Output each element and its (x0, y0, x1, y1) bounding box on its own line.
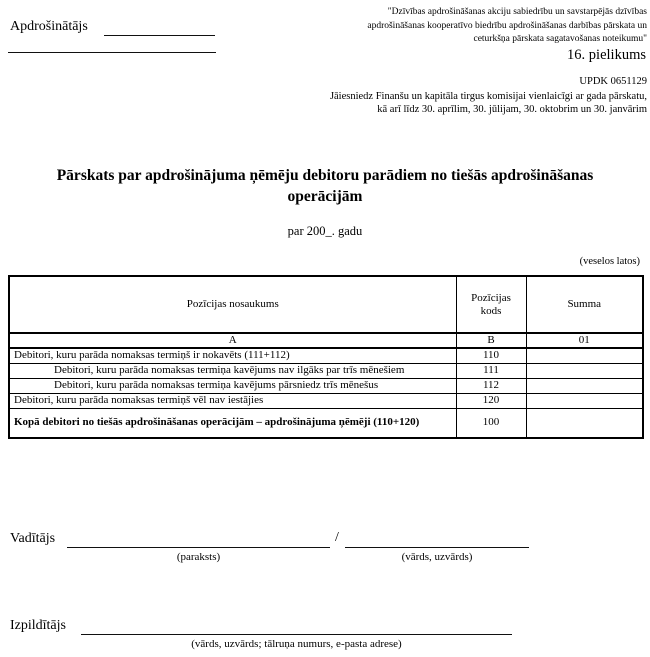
column-code-a: A (9, 333, 456, 348)
signature-caption: (paraksts) (176, 551, 221, 563)
row-name: Debitori, kuru parāda nomaksas termiņa kavējums pārsniedz trīs mēnešus (9, 378, 456, 393)
name-caption: (vārds, uzvārds) (401, 551, 473, 563)
row-code: 100 (456, 408, 526, 438)
regulation-title-line: "Dzīvības apdrošināšanas akciju sabiedrību un savstarpējās dzīvības (387, 7, 647, 17)
executor-caption: (vārds, uzvārds; tālruņa numurs, e-pasta adrese) (191, 638, 402, 650)
submission-note (330, 90, 647, 116)
table-row-total-100 (9, 408, 643, 438)
row-name: Debitori, kuru parāda nomaksas termiņš vēl nav iestājies (9, 393, 456, 408)
sum-input-cell[interactable] (526, 393, 643, 408)
manager-label: Vadītājs (10, 531, 56, 546)
executor-fill-line[interactable] (81, 621, 512, 635)
column-header-position-name: Pozīcijas nosaukums (9, 276, 456, 333)
updk-code: UPDK 0651129 (579, 76, 647, 87)
column-code-01: 01 (526, 333, 643, 348)
debtors-table (8, 275, 644, 439)
submission-note-line: Jāiesniedz Finanšu un kapitāla tirgus komisijai vienlaicīgi ar gada pārskatu, (329, 91, 647, 102)
table-row-112 (9, 378, 643, 393)
insurer-label: Apdrošinātājs (10, 19, 88, 34)
table-row-111 (9, 363, 643, 378)
report-title (0, 165, 650, 207)
insurer-name-fill-line-1[interactable] (104, 22, 215, 36)
units-note: (veselos latos) (579, 256, 640, 267)
table-row-120 (9, 393, 643, 408)
regulation-title-line: apdrošināšanas kooperatīvo biedrību apdrošināšanas darbības pārskata un (367, 20, 647, 31)
annex-number: 16. pielikums (567, 47, 646, 63)
row-code: 120 (456, 393, 526, 408)
insurer-name-fill-line-2[interactable] (8, 39, 216, 53)
regulation-title (280, 6, 647, 47)
row-name: Kopā debitori no tiešās apdrošināšanas operācijām – apdrošinājuma ņēmēji (110+120) (9, 408, 456, 438)
signature-separator: / (335, 530, 339, 545)
table-row-110 (9, 348, 643, 363)
sum-input-cell[interactable] (526, 363, 643, 378)
executor-label: Izpildītājs (10, 618, 66, 633)
report-period: par 200_. gadu (287, 224, 363, 238)
submission-note-line: kā arī līdz 30. aprīlim, 30. jūlijam, 30. oktobrim un 30. janvārim (377, 104, 647, 115)
column-header-sum: Summa (526, 276, 643, 333)
column-header-position-code: Pozīcijas kods (456, 276, 526, 333)
table-header-row (9, 276, 643, 333)
row-code: 110 (456, 348, 526, 363)
sum-input-cell[interactable] (526, 378, 643, 393)
column-codes-row (9, 333, 643, 348)
sum-input-cell[interactable] (526, 348, 643, 363)
manager-signature-fill-line[interactable] (67, 534, 330, 548)
sum-input-cell[interactable] (526, 408, 643, 438)
row-name: Debitori, kuru parāda nomaksas termiņš ir nokavēts (111+112) (9, 348, 456, 363)
regulation-title-line: ceturkšņa pārskata sagatavošanas noteikumu" (473, 34, 647, 44)
column-code-b: B (456, 333, 526, 348)
report-title-text: Pārskats par apdrošinājuma ņēmēju debitoru parādiem no tiešās apdrošināšanas operācijām (56, 167, 594, 205)
manager-name-fill-line[interactable] (345, 534, 529, 548)
row-code: 111 (456, 363, 526, 378)
row-code: 112 (456, 378, 526, 393)
row-name: Debitori, kuru parāda nomaksas termiņa kavējums nav ilgāks par trīs mēnešiem (9, 363, 456, 378)
